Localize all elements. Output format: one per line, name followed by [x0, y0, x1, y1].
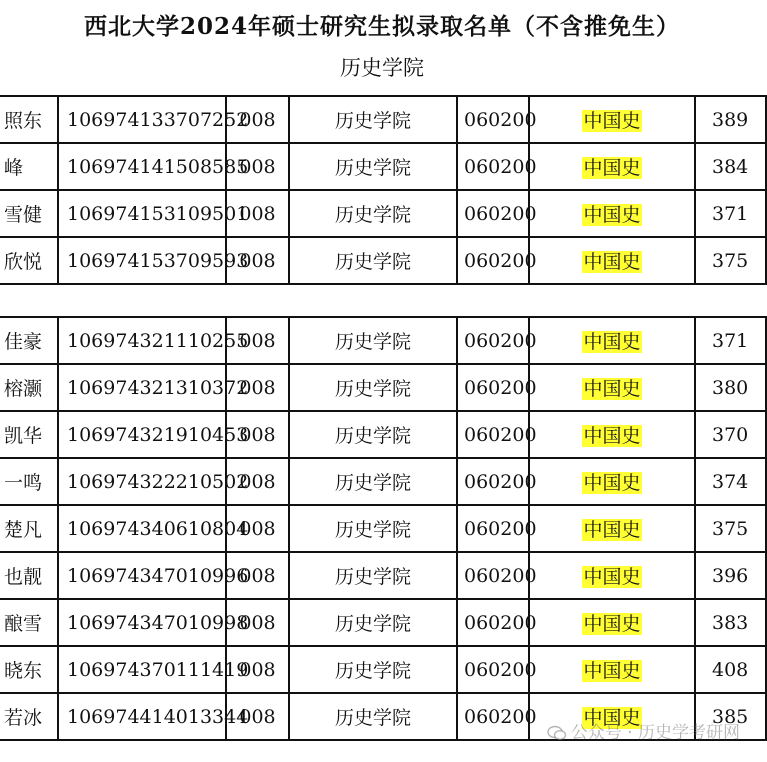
major-name-cell — [529, 599, 695, 646]
major-name-cell — [529, 143, 695, 190]
dept-code-cell: 008 — [226, 693, 289, 740]
table-row — [0, 190, 766, 237]
dept-code-cell: 008 — [226, 505, 289, 552]
score-cell: 374 — [695, 458, 766, 505]
score-cell: 385 — [695, 693, 766, 740]
major-name-cell — [529, 317, 695, 364]
major-highlight: 中国史 — [583, 613, 641, 635]
table-row — [0, 458, 766, 505]
dept-code-cell: 008 — [226, 646, 289, 693]
admission-table-group-2 — [0, 316, 767, 741]
dept-code-cell: 008 — [226, 237, 289, 284]
exam-id-cell: 106974141508585 — [58, 143, 226, 190]
watermark-text: 公众号 · 历史学考研网 — [570, 723, 740, 743]
dept-name-cell: 历史学院 — [289, 237, 457, 284]
major-code-cell: 060200 — [457, 552, 529, 599]
table-row — [0, 552, 766, 599]
student-name-cell: 楚凡 — [0, 505, 58, 552]
major-code-cell: 060200 — [457, 364, 529, 411]
student-name-cell: 也靓 — [0, 552, 58, 599]
exam-id-cell: 106974414013344 — [58, 693, 226, 740]
score-cell: 408 — [695, 646, 766, 693]
table-row — [0, 143, 766, 190]
student-name-cell: 一鸣 — [0, 458, 58, 505]
major-code-cell: 060200 — [457, 505, 529, 552]
student-name-cell: 榕灏 — [0, 364, 58, 411]
score-cell: 375 — [695, 237, 766, 284]
dept-name-cell: 历史学院 — [289, 505, 457, 552]
watermark — [547, 718, 740, 743]
student-name-cell: 凯华 — [0, 411, 58, 458]
score-cell: 371 — [695, 317, 766, 364]
dept-name-cell: 历史学院 — [289, 96, 457, 143]
major-highlight: 中国史 — [583, 251, 641, 273]
dept-code-cell: 008 — [226, 364, 289, 411]
major-code-cell: 060200 — [457, 458, 529, 505]
major-name-cell — [529, 505, 695, 552]
exam-id-cell: 106974370111419 — [58, 646, 226, 693]
table-row — [0, 96, 766, 143]
table-row — [0, 411, 766, 458]
major-name-cell — [529, 237, 695, 284]
dept-code-cell: 008 — [226, 411, 289, 458]
major-name-cell — [529, 411, 695, 458]
major-name-cell — [529, 364, 695, 411]
dept-code-cell: 008 — [226, 190, 289, 237]
exam-id-cell: 106974133707252 — [58, 96, 226, 143]
major-code-cell: 060200 — [457, 190, 529, 237]
exam-id-cell: 106974322210502 — [58, 458, 226, 505]
student-name-cell: 峰 — [0, 143, 58, 190]
major-highlight: 中国史 — [583, 425, 641, 447]
score-cell: 389 — [695, 96, 766, 143]
exam-id-cell: 106974321310372 — [58, 364, 226, 411]
dept-name-cell: 历史学院 — [289, 143, 457, 190]
major-code-cell: 060200 — [457, 646, 529, 693]
dept-name-cell: 历史学院 — [289, 599, 457, 646]
dept-code-cell: 008 — [226, 143, 289, 190]
student-name-cell: 佳豪 — [0, 317, 58, 364]
exam-id-cell: 106974347010996 — [58, 552, 226, 599]
dept-name-cell: 历史学院 — [289, 693, 457, 740]
student-name-cell: 欣悦 — [0, 237, 58, 284]
exam-id-cell: 106974340610804 — [58, 505, 226, 552]
major-name-cell — [529, 96, 695, 143]
major-name-cell — [529, 190, 695, 237]
table-row — [0, 646, 766, 693]
major-name-cell — [529, 646, 695, 693]
student-name-cell: 酿雪 — [0, 599, 58, 646]
table-row — [0, 317, 766, 364]
group-separator — [0, 293, 764, 315]
major-code-cell: 060200 — [457, 237, 529, 284]
dept-name-cell: 历史学院 — [289, 552, 457, 599]
major-code-cell: 060200 — [457, 693, 529, 740]
score-cell: 396 — [695, 552, 766, 599]
table-row — [0, 364, 766, 411]
table-row — [0, 599, 766, 646]
score-cell: 380 — [695, 364, 766, 411]
exam-id-cell: 106974153709593 — [58, 237, 226, 284]
major-highlight: 中国史 — [583, 472, 641, 494]
exam-id-cell: 106974321110255 — [58, 317, 226, 364]
wechat-icon — [547, 725, 567, 741]
major-highlight: 中国史 — [583, 566, 641, 588]
dept-code-cell: 008 — [226, 96, 289, 143]
student-name-cell: 若冰 — [0, 693, 58, 740]
major-code-cell: 060200 — [457, 143, 529, 190]
major-highlight: 中国史 — [583, 660, 641, 682]
dept-name-cell: 历史学院 — [289, 364, 457, 411]
exam-id-cell: 106974347010998 — [58, 599, 226, 646]
major-highlight: 中国史 — [583, 519, 641, 541]
exam-id-cell: 106974321910453 — [58, 411, 226, 458]
dept-name-cell: 历史学院 — [289, 190, 457, 237]
major-name-cell — [529, 552, 695, 599]
major-highlight: 中国史 — [583, 331, 641, 353]
dept-code-cell: 008 — [226, 458, 289, 505]
score-cell: 383 — [695, 599, 766, 646]
score-cell: 370 — [695, 411, 766, 458]
major-highlight: 中国史 — [583, 707, 641, 729]
major-code-cell: 060200 — [457, 411, 529, 458]
major-highlight: 中国史 — [583, 204, 641, 226]
page-subtitle: 历史学院 — [340, 56, 424, 80]
score-cell: 375 — [695, 505, 766, 552]
dept-name-cell: 历史学院 — [289, 411, 457, 458]
student-name-cell: 晓东 — [0, 646, 58, 693]
major-name-cell — [529, 458, 695, 505]
admission-table-group-1 — [0, 95, 767, 285]
score-cell: 371 — [695, 190, 766, 237]
dept-name-cell: 历史学院 — [289, 458, 457, 505]
major-code-cell: 060200 — [457, 599, 529, 646]
dept-name-cell: 历史学院 — [289, 317, 457, 364]
major-code-cell: 060200 — [457, 96, 529, 143]
major-highlight: 中国史 — [583, 157, 641, 179]
major-highlight: 中国史 — [583, 378, 641, 400]
table-row — [0, 505, 766, 552]
dept-code-cell: 008 — [226, 552, 289, 599]
dept-code-cell: 008 — [226, 317, 289, 364]
score-cell: 384 — [695, 143, 766, 190]
exam-id-cell: 106974153109501 — [58, 190, 226, 237]
major-code-cell: 060200 — [457, 317, 529, 364]
page-title: 西北大学2024年硕士研究生拟录取名单（不含推免生） — [83, 13, 680, 40]
student-name-cell: 雪健 — [0, 190, 58, 237]
major-highlight: 中国史 — [583, 110, 641, 132]
dept-name-cell: 历史学院 — [289, 646, 457, 693]
student-name-cell: 照东 — [0, 96, 58, 143]
dept-code-cell: 008 — [226, 599, 289, 646]
table-row — [0, 237, 766, 284]
